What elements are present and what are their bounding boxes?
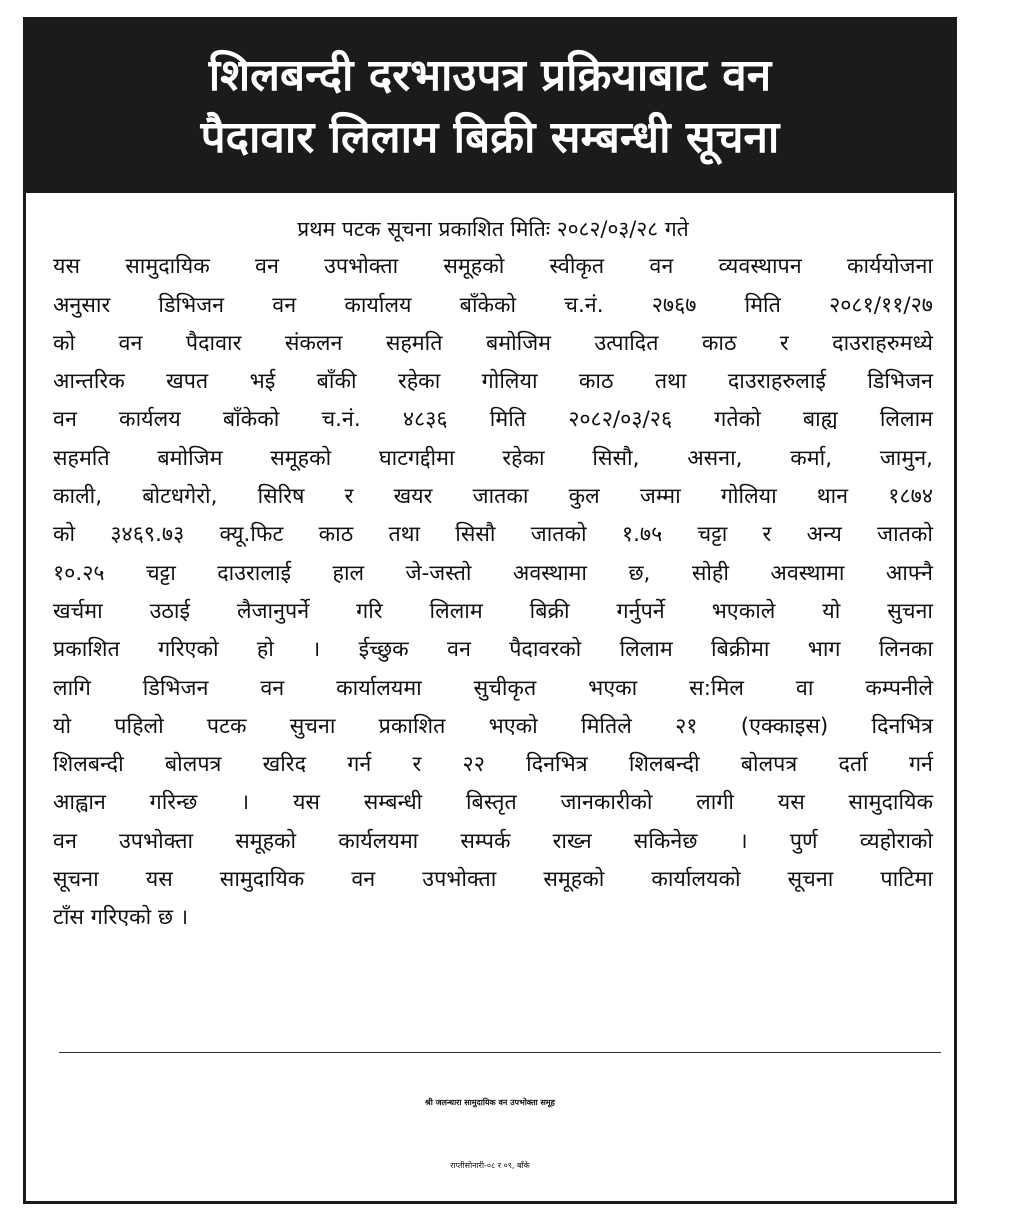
notice-line: काली, बोटधगेरो, सिरिष र खयर जातका कुल जम्मा गोलिया थान १८७४ (53, 484, 933, 510)
notice-line: खर्चमा उठाई लैजानुपर्ने गरि लिलाम बिक्री गर्नुपर्ने भएकाले यो सुचना (53, 598, 933, 624)
notice-line: आह्वान गरिन्छ । यस सम्बन्धी बिस्तृत जानकारीको लागी यस सामुदायिक (53, 790, 933, 816)
notice-line: वन कार्यलय बाँकेको च.नं. ४८३६ मिति २०८२/०३/२६ गतेको बाह्य लिलाम (53, 407, 933, 433)
notice-title-line-2: पैदावार लिलाम बिक्री सम्बन्धी सूचना (200, 111, 780, 163)
notice-line: अनुसार डिभिजन वन कार्यालय बाँकेको च.नं. २७६७ मिति २०८१/११/२७ (53, 292, 933, 318)
organization-address: राप्तीसोनारी-०८ र ०९, बाँके (450, 1161, 530, 1170)
organization-name: श्री जलन्धारा सामुदायिक वन उपभोक्ता समूह (425, 1098, 555, 1107)
notice-line: प्रकाशित गरिएको हो । ईच्छुक वन पैदावरको लिलाम बिक्रीमा भाग लिनका (53, 637, 933, 663)
notice-line: सहमति बमोजिम समूहको घाटगद्दीमा रहेका सिसौ, असना, कर्मा, जामुन, (53, 445, 933, 471)
notice-line: सूचना यस सामुदायिक वन उपभोक्ता समूहको कार्यालयको सूचना पाटिमा (53, 867, 933, 893)
notice-line: को ३४६९.७३ क्यू.फिट काठ तथा सिसौ जातको १.७५ चट्टा र अन्य जातको (53, 522, 933, 548)
publish-date: प्रथम पटक सूचना प्रकाशित मितिः २०८२/०३/२८ गते (297, 217, 689, 241)
notice-line: को वन पैदावार संकलन सहमति बमोजिम उत्पादित काठ र दाउराहरुमध्ये (53, 330, 933, 356)
notice-line: वन उपभोक्ता समूहको कार्यलयमा सम्पर्क राख्न सकिनेछ । पुर्ण व्यहोराको (53, 828, 933, 854)
notice-frame (23, 17, 957, 1204)
notice-body (53, 210, 933, 938)
notice-line: लागि डिभिजन वन कार्यालयमा सुचीकृत भएका स:मिल वा कम्पनीले (53, 675, 933, 701)
notice-line: शिलबन्दी बोलपत्र खरिद गर्न र २२ दिनभित्र शिलबन्दी बोलपत्र दर्ता गर्न (53, 752, 933, 778)
notice-line: यो पहिलो पटक सुचना प्रकाशित भएको मितिले २१ (एक्काइस) दिनभित्र (53, 713, 933, 739)
notice-line: १०.२५ चट्टा दाउरालाई हाल जे-जस्तो अवस्थामा छ, सोही अवस्थामा आफ्नै (53, 560, 933, 586)
notice-line: यस सामुदायिक वन उपभोक्ता समूहको स्वीकृत वन व्यवस्थापन कार्ययोजना (53, 254, 933, 280)
notice-line: टाँस गरिएको छ । (53, 905, 189, 931)
notice-line: आन्तरिक खपत भई बाँकी रहेका गोलिया काठ तथा दाउराहरुलाई डिभिजन (53, 369, 933, 395)
footer-divider (59, 1052, 941, 1053)
notice-title-line-1: शिलबन्दी दरभाउपत्र प्रक्रियाबाट वन (208, 49, 772, 101)
notice-header (26, 20, 954, 193)
